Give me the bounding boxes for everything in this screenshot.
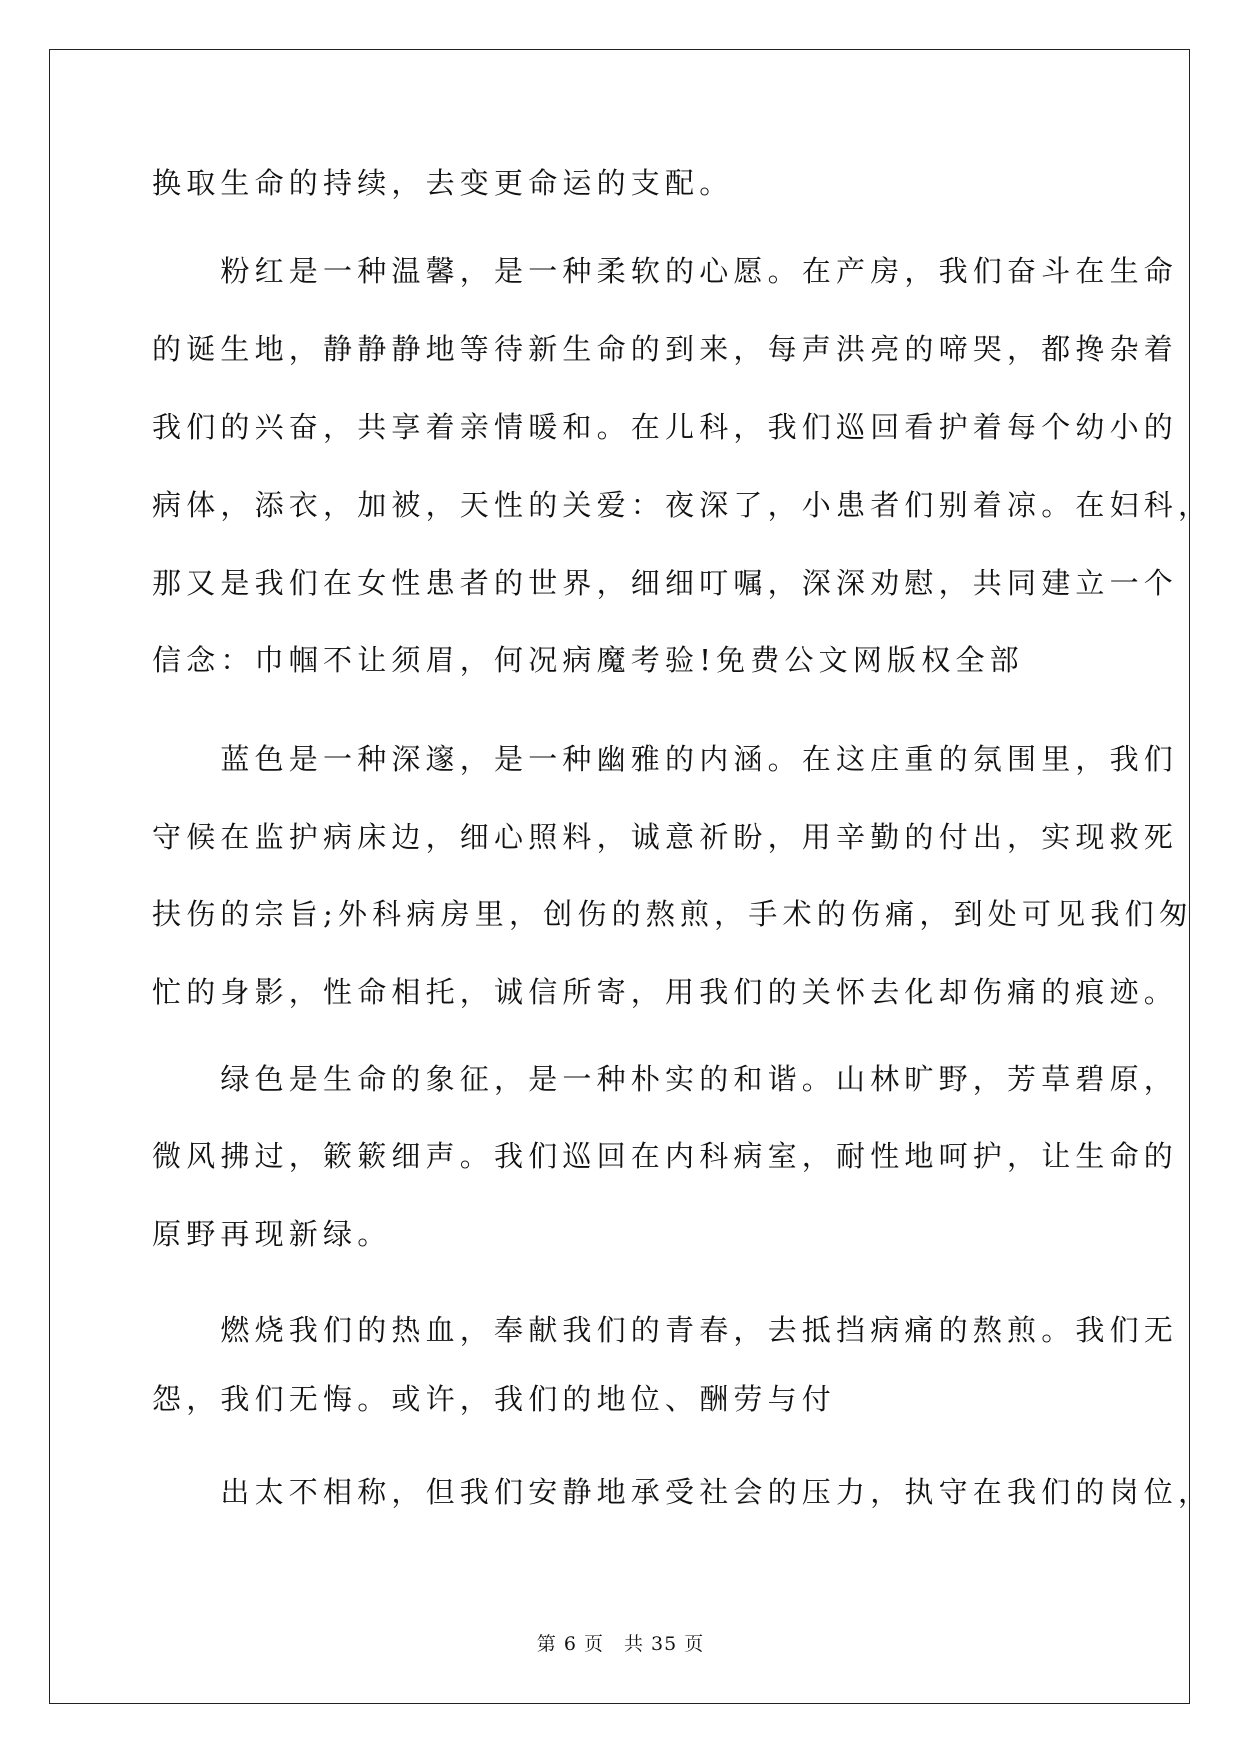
text-line: 蓝色是一种深邃，是一种幽雅的内涵。在这庄重的氛围里，我们 xyxy=(152,742,1179,776)
text-line: 燃烧我们的热血，奉献我们的青春，去抵挡病痛的熬煎。我们无 xyxy=(152,1313,1179,1347)
text-line: 扶伤的宗旨;外科病房里，创伤的熬煎，手术的伤痛，到处可见我们匆 xyxy=(152,897,1193,931)
text-line: 粉红是一种温馨，是一种柔软的心愿。在产房，我们奋斗在生命 xyxy=(152,254,1179,288)
text-line: 病体，添衣，加被，天性的关爱：夜深了，小患者们别着凉。在妇科， xyxy=(152,488,1213,522)
text-line: 那又是我们在女性患者的世界，细细叮嘱，深深劝慰，共同建立一个 xyxy=(152,566,1179,600)
page-number: 第 6 页 共 35 页 xyxy=(536,1633,705,1655)
text-line: 的诞生地，静静静地等待新生命的到来，每声洪亮的啼哭，都搀杂着 xyxy=(152,332,1179,366)
text-line: 守候在监护病床边，细心照料，诚意祈盼，用辛勤的付出，实现救死 xyxy=(152,820,1179,854)
text-line: 忙的身影，性命相托，诚信所寄，用我们的关怀去化却伤痛的痕迹。 xyxy=(152,975,1179,1009)
text-line: 原野再现新绿。 xyxy=(152,1217,392,1251)
text-line: 信念：巾帼不让须眉，何况病魔考验!免费公文网版权全部 xyxy=(152,643,1024,677)
text-line: 微风拂过，簌簌细声。我们巡回在内科病室，耐性地呵护，让生命的 xyxy=(152,1139,1179,1173)
text-line: 绿色是生命的象征，是一种朴实的和谐。山林旷野，芳草碧原， xyxy=(152,1062,1179,1096)
text-line: 换取生命的持续，去变更命运的支配。 xyxy=(152,166,734,200)
page-border xyxy=(49,49,1190,1704)
text-line: 我们的兴奋，共享着亲情暖和。在儿科，我们巡回看护着每个幼小的 xyxy=(152,410,1179,444)
text-line: 出太不相称，但我们安静地承受社会的压力，执守在我们的岗位， xyxy=(152,1475,1213,1509)
text-line: 怨，我们无悔。或许，我们的地位、酬劳与付 xyxy=(152,1382,837,1416)
